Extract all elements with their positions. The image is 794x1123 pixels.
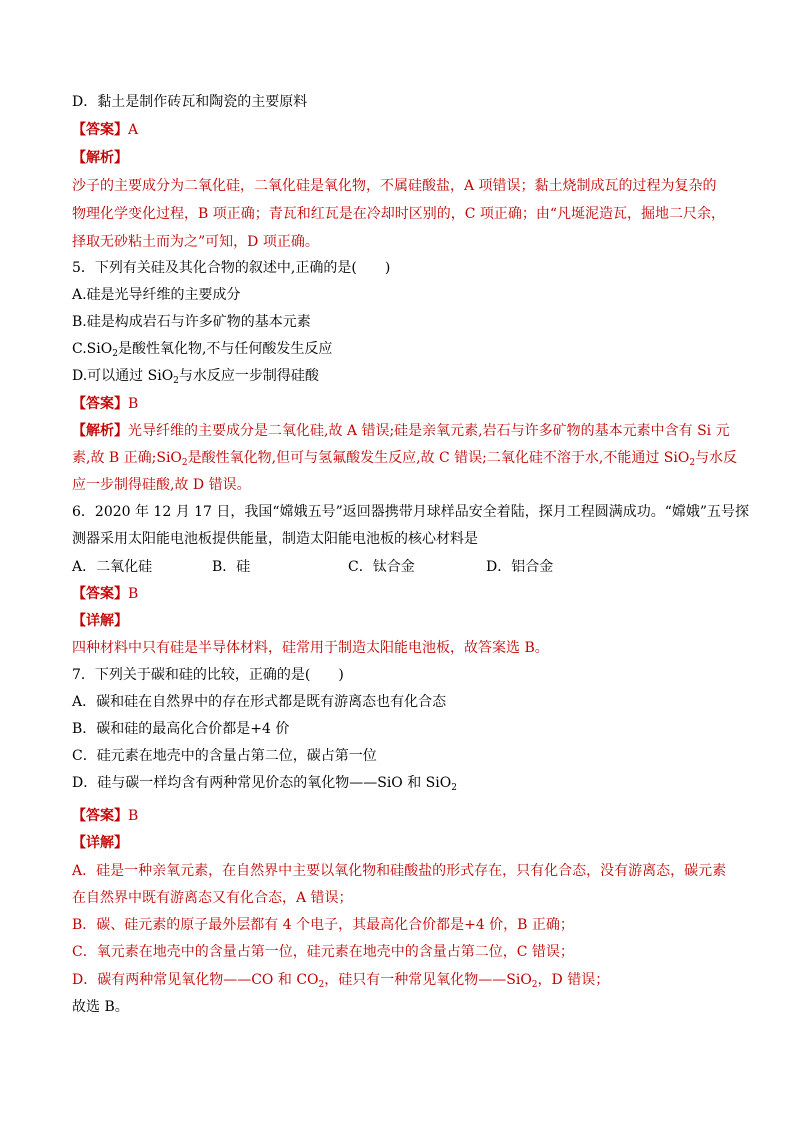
answer-value: A [128,122,139,138]
q7-detail-tag: 【详解】 [72,835,128,851]
q7-answer [72,806,138,826]
q6-detail-tag: 【详解】 [72,613,128,629]
q5-option-c: C.SiO$_2$是酸性氧化物,不与任何酸发生反应 [72,341,333,359]
q6-stem-line: 6．2020 年 12 月 17 日，我国“嫦娥五号”返回器携带月球样品安全着陆，探月工程圆满成功。“嫦娥”五号探 [72,504,750,520]
answer-tag: 【答案】 [72,586,128,602]
q5-analysis-line: 【解析】光导纤维的主要成分是二氧化硅,故 A 错误;硅是亲氧元素,岩石与许多矿物的基本元素中含有 Si 元 [72,423,730,439]
q6-options [72,557,722,577]
q7-stem: 7．下列关于碳和硅的比较，正确的是( ) [72,667,344,683]
q7-detail-line: B．碳、硅元素的原子最外层都有 4 个电子，其最高化合价都是+4 价，B 正确； [72,917,574,933]
q7-detail-line: D．碳有两种常见氧化物——CO 和 $CO_2$，硅只有一种常见氧化物——SiO$_2$，D 错误； [72,972,610,990]
q6-option-a: A．二氧化硅 [72,559,153,575]
q4-option-d: D．黏土是制作砖瓦和陶瓷的主要原料 [72,94,308,110]
answer-value: B [128,808,139,824]
q4-analysis-line: 沙子的主要成分为二氧化硅，二氧化硅是氧化物，不属硅酸盐，A 项错误；黏土烧制成瓦的过程为复杂的 [72,178,717,194]
q5-answer [72,394,138,414]
answer-tag: 【答案】 [72,808,128,824]
q7-conclusion: 故选 B。 [72,999,129,1015]
q5-analysis-line: 素,故 B 正确;SiO$_2$是酸性氧化物,但可与氢氟酸发生反应,故 C 错误;二氧化硅不溶于水,不能通过 SiO$_2$与水反 [72,450,738,468]
q5-option-d: D.可以通过 SiO$_2$与水反应一步制得硅酸 [72,368,319,386]
q7-option-c: C．硅元素在地壳中的含量占第二位，碳占第一位 [72,748,377,764]
q6-stem-line: 测器采用太阳能电池板提供能量，制造太阳能电池板的核心材料是 [72,531,478,547]
analysis-tag: 【解析】 [72,423,128,439]
q5-analysis-line: 应一步制得硅酸,故 D 错误。 [72,477,251,493]
answer-tag: 【答案】 [72,122,128,138]
q5-option-a: A.硅是光导纤维的主要成分 [72,287,241,303]
q6-option-d: D．铝合金 [486,559,554,575]
q6-detail-line: 四种材料中只有硅是半导体材料，硅常用于制造太阳能电池板，故答案选 B。 [72,640,549,656]
q7-option-d: D．硅与碳一样均含有两种常见价态的氧化物——SiO 和 SiO$_2$ [72,775,457,793]
q7-option-b: B．碳和硅的最高化合价都是+4 价 [72,721,290,737]
q6-answer [72,584,138,604]
q5-stem: 5．下列有关硅及其化合物的叙述中,正确的是( ) [72,260,391,276]
answer-tag: 【答案】 [72,396,128,412]
q6-option-c: C．钛合金 [348,559,415,575]
q7-detail-line: A．硅是一种亲氧元素，在自然界中主要以氧化物和硅酸盐的形式存在，只有化合态，没有游离态，碳元素 [72,863,727,879]
q7-option-a: A．碳和硅在自然界中的存在形式都是既有游离态也有化合态 [72,694,447,710]
q4-answer [72,120,138,140]
q4-analysis-line: 物理化学变化过程，B 项正确；青瓦和红瓦是在冷却时区别的，C 项正确；由“凡埏泥造瓦，掘地二尺余， [72,206,726,222]
q4-analysis-tag: 【解析】 [72,150,128,166]
answer-value: B [128,586,139,602]
q5-option-b: B.硅是构成岩石与许多矿物的基本元素 [72,314,311,330]
q4-analysis-line: 择取无砂粘土而为之”可知，D 项正确。 [72,234,319,250]
q6-option-b: B．硅 [212,559,251,575]
q7-detail-line: 在自然界中既有游离态又有化合态，A 错误； [72,890,353,906]
q7-detail-line: C．氧元素在地壳中的含量占第一位，硅元素在地壳中的含量占第二位，C 错误； [72,944,574,960]
answer-value: B [128,396,139,412]
